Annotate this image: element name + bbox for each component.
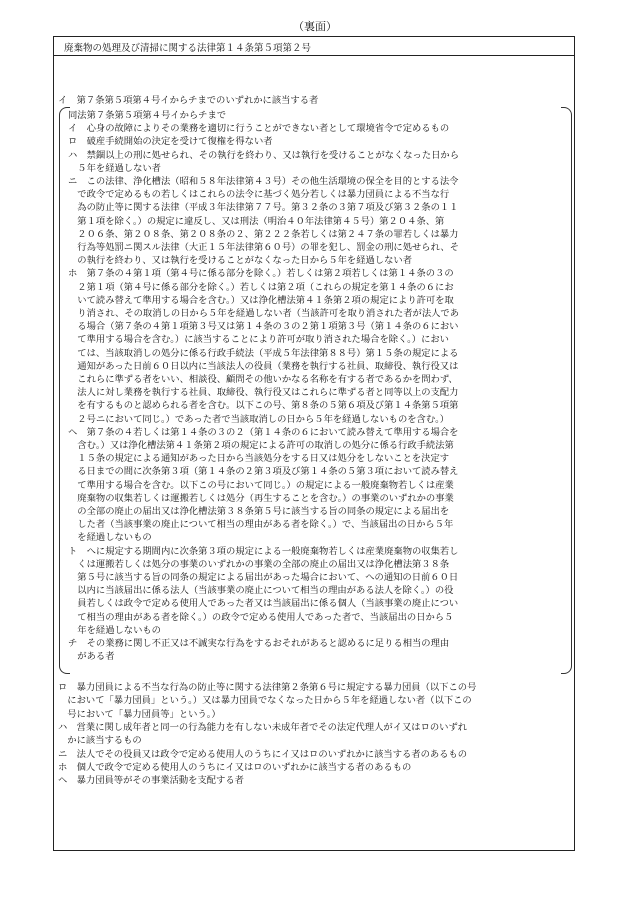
item-i-line: ロ 破産手続開始の決定を受けて復権を得ない者 <box>68 136 273 148</box>
item-i-line: ５年を経過しない者 <box>68 162 161 174</box>
item-i-line: て相当の理由がある者を除く。）の政令で定める使用人であった者で、当該届出の日から５ <box>68 611 454 623</box>
item-rest-line: ニ 法人でその役員又は政令で定める使用人のうちにイ又はロのいずれかに該当する者のあるもの <box>58 748 468 760</box>
item-i-line: ト へに規定する期間内に次条第３項の規定による一般廃棄物若しくは産業廃棄物の収集若し <box>68 545 459 557</box>
page-title: （裏面） <box>293 20 337 33</box>
item-i-line: 年を経過しないもの <box>68 624 161 636</box>
item-i-line: 為の防止等に関する法律（平成３年法律第７７号。第３２条の３第７項及び第３２条の１１ <box>68 202 459 214</box>
item-i-heading: イ 第７条第５項第４号イからチまでのいずれかに該当する者 <box>58 95 319 106</box>
header-row <box>54 37 574 56</box>
item-rest-line: 号において「暴力団員等」という。） <box>58 708 221 720</box>
item-rest-line: ハ 営業に関し成年者と同一の行為能力を有しない未成年者でその法定代理人がイ又はロのいずれ <box>58 721 468 733</box>
item-i-line: 員若しくは政令で定める使用人であった者又は当該届出に係る個人（当該事業の廃止につい <box>68 598 459 610</box>
item-i-line: ニ この法律、浄化槽法（昭和５８年法律第４３号）その他生活環境の保全を目的とする法令 <box>68 176 459 187</box>
item-i-line: 第１項を除く。）の規定に違反し、又は刑法（明治４０年法律第４５号）第２０４条、第 <box>68 215 445 227</box>
item-i-line: 第５号に該当する旨の同条の規定による届出があった場合において、への通知の日前６０日 <box>68 572 459 583</box>
item-i-line: チ その業務に関し不正又は不誠実な行為をするおそれがあると認めるに足りる相当の理由 <box>68 638 450 649</box>
item-i-line: 同法第７条第５項第４号イからチまで <box>68 110 227 121</box>
item-i-line: 廃棄物の収集若しくは運搬若しくは処分（再生することを含む。）の事業のいずれかの事業 <box>68 492 454 504</box>
item-i-line: がある者 <box>68 651 115 663</box>
item-i-line: り消され、その取消しの日から５年を経過しない者（当該許可を取り消された者が法人であ <box>68 308 460 319</box>
item-rest-line: かに該当するもの <box>58 735 142 747</box>
item-i-line: る日までの間に次条第３項（第１４条の２第３項及び第１４条の５第３項において読み替え <box>68 466 459 478</box>
item-i-line: の執行を終わり、又は執行を受けることがなくなった日から５年を経過しない者 <box>68 255 412 267</box>
item-i-line: ては、当該取消しの処分に係る行政手続法（平成５年法律第８８号）第１５条の規定による <box>68 347 459 359</box>
item-i-line: した者（当該事業の廃止について相当の理由がある者を除く。）で、当該届出の日から５年 <box>68 519 454 531</box>
item-i-line: ホ 第７条の４第１項（第４号に係る部分を除く。）若しくは第２項若しくは第１４条の３の <box>68 268 454 280</box>
item-i-line: を有するものと認められる者を含む。以下この号、第８条の５第６項及び第１４条第５項第 <box>68 400 459 412</box>
item-i-line: 含む。）又は浄化槽法第４１条第２項の規定による許可の取消しの処分に係る行政手続法第 <box>68 440 454 451</box>
item-i-line: を経過しないもの <box>68 532 152 544</box>
right-bracket <box>561 107 572 674</box>
item-i-line: いて読み替えて準用する場合を含む。）又は浄化槽法第４１条第２項の規定により許可を取 <box>68 294 454 306</box>
item-i-line: イ 心身の故障によりその業務を適切に行うことができない者として環境省令で定めるもの <box>68 123 450 135</box>
item-i-line: ２号ニにおいて同じ。）であった者で当該取消しの日から５年を経過しないものを含む。） <box>68 413 450 425</box>
item-rest-line: ヘ 暴力団員等がその事業活動を支配する者 <box>58 775 244 787</box>
header-title: 廃棄物の処理及び清掃に関する法律第１４条第５項第２号 <box>64 43 312 54</box>
item-rest-line: ホ 個人で政令で定める使用人のうちにイ又はロのいずれかに該当する者のあるもの <box>58 761 412 773</box>
item-rest-line: ロ 暴力団員による不当な行為の防止等に関する法律第２条第６号に規定する暴力団員（以下この号 <box>58 682 477 693</box>
item-i-line: くは運搬若しくは処分の事業のいずれかの事業の全部の廃止の届出又は浄化槽法第３８条 <box>68 558 450 570</box>
item-i-line: て準用する場合を含む。）に該当することにより許可が取り消された場合を除く。）におい <box>68 334 449 346</box>
item-i-line: １５条の規定による通知があった日から当該処分をする日又は処分をしないことを決定す <box>68 453 450 465</box>
item-i-line: ハ 禁錮以上の刑に処せられ、その執行を終わり、又は執行を受けることがなくなった日から <box>68 149 460 161</box>
item-i-line: の全部の廃止の届出又は浄化槽法第３８条第５号に該当する旨の同条の規定による届出を <box>68 506 450 517</box>
item-i-line: る場合（第７条の４第１項第３号又は第１４条の３の２第１項第３号（第１４条の６におい <box>68 321 459 333</box>
item-i-line: て準用する場合を含む。以下この号において同じ。）の規定による一般廃棄物若しくは産業 <box>68 479 454 491</box>
item-i-line: 通知があった日前６０日以内に当該法人の役員（業務を執行する社員、取締役、執行役又は <box>68 360 459 372</box>
item-i-line: で政令で定めるもの若しくはこれらの法令に基づく処分若しくは暴力団員による不当な行 <box>68 189 450 201</box>
item-i-line: 法人に対し業務を執行する社員、取締役、執行役又はこれらに準ずる者と同等以上の支配力 <box>68 387 459 399</box>
item-i-line: ２０６条、第２０８条、第２０８条の２、第２２２条若しくは第２４７条の罪若しくは暴力 <box>68 228 459 240</box>
item-rest-line: において「暴力団員」という。）又は暴力団員でなくなった日から５年を経過しない者（以下この <box>58 695 472 707</box>
item-i-line: ヘ 第７条の４若しくは第１４条の３の２（第１４条の６において読み替えて準用する場合を <box>68 426 459 438</box>
item-i-line: ２第１項（第４号に係る部分を除く。）若しくは第２項（これらの規定を第１４条の６にお <box>68 281 454 293</box>
item-i-line: これらに準ずる者をいい、相談役、顧問その他いかなる名称を有する者であるかを問わず、 <box>68 374 458 385</box>
item-i-line: 以内に当該届出に係る法人（当該事業の廃止について相当の理由がある法人を除く。）の役 <box>68 585 454 597</box>
item-i-line: 行為等処罰ニ関スル法律（大正１５年法律第６０号）の罪を犯し、罰金の刑に処せられ、そ <box>68 242 460 253</box>
